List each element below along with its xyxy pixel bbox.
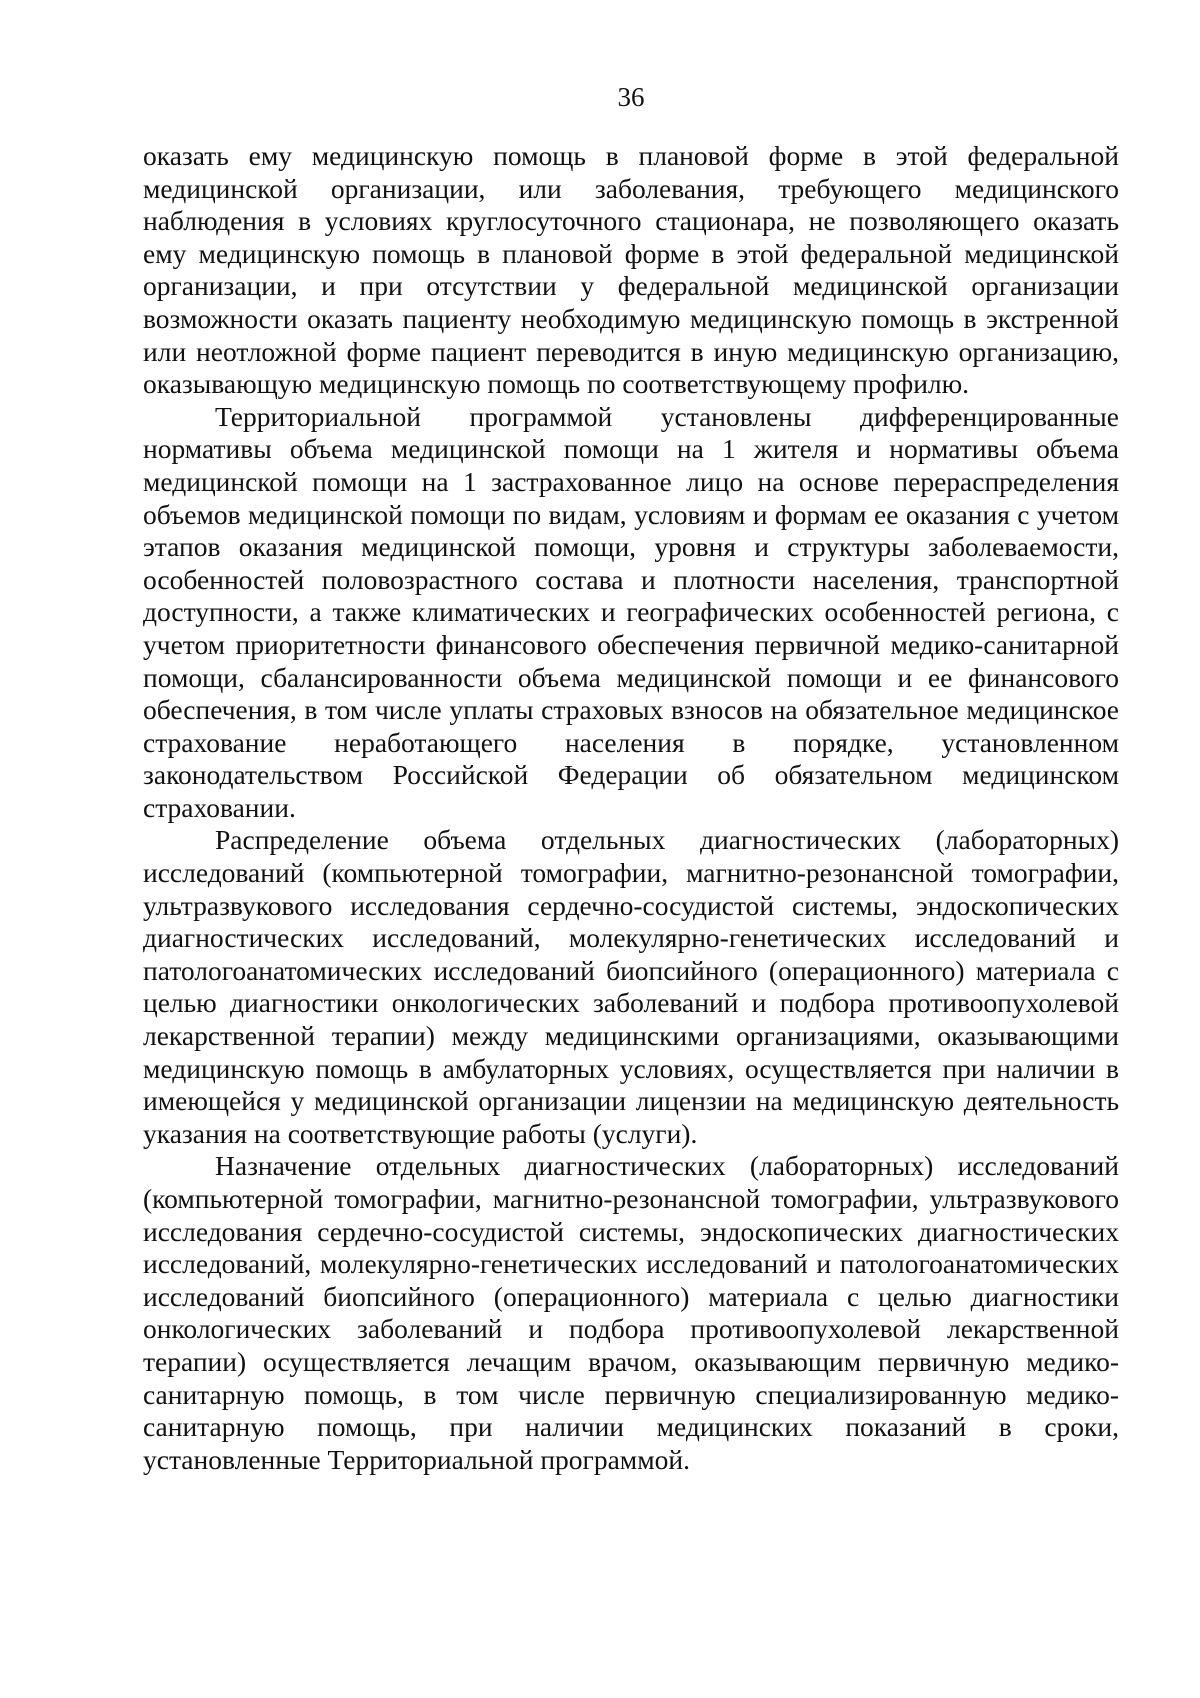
document-body	[143, 140, 1119, 1476]
paragraph-4: Назначение отдельных диагностических (лабораторных) исследований (компьютерной томографии, магнитно-резонансной томографии, ультразвукового исследования сердечно-сосудистой системы, эндоскопических диагностических исследований, молекулярно-генетических исследований и патологоанатомических исследований биопсийного (операционного) материала с целью диагностики онкологических заболеваний и подбора противоопухолевой лекарственной терапии) осуществляется лечащим врачом, оказывающим первичную медико-санитарную помощь, в том числе первичную специализированную медико-санитарную помощь, при наличии медицинских показаний в сроки, установленные Территориальной программой.	[143, 1150, 1119, 1475]
page-number: 36	[617, 82, 645, 112]
paragraph-2: Территориальной программой установлены дифференцированные нормативы объема медицинской помощи на 1 жителя и нормативы объема медицинской помощи на 1 застрахованное лицо на основе перераспределения объемов медицинской помощи по видам, условиям и формам ее оказания с учетом этапов оказания медицинской помощи, уровня и структуры заболеваемости, особенностей половозрастного состава и плотности населения, транспортной доступности, а также климатических и географических особенностей региона, с учетом приоритетности финансового обеспечения первичной медико-санитарной помощи, сбалансированности объема медицинской помощи и ее финансового обеспечения, в том числе уплаты страховых взносов на обязательное медицинское страхование неработающего населения в порядке, установленном законодательством Российской Федерации об обязательном медицинском страховании.	[143, 400, 1119, 823]
paragraph-1: оказать ему медицинскую помощь в плановой форме в этой федеральной медицинской организации, или заболевания, требующего медицинского наблюдения в условиях круглосуточного стационара, не позволяющего оказать ему медицинскую помощь в плановой форме в этой федеральной медицинской организации, и при отсутствии у федеральной медицинской организации возможности оказать пациенту необходимую медицинскую помощь в экстренной или неотложной форме пациент переводится в иную медицинскую организацию, оказывающую медицинскую помощь по соответствующему профилю.	[143, 140, 1119, 400]
paragraph-3: Распределение объема отдельных диагностических (лабораторных) исследований (компьютерной томографии, магнитно-резонансной томографии, ультразвукового исследования сердечно-сосудистой системы, эндоскопических диагностических исследований, молекулярно-генетических исследований и патологоанатомических исследований биопсийного (операционного) материала с целью диагностики онкологических заболеваний и подбора противоопухолевой лекарственной терапии) между медицинскими организациями, оказывающими медицинскую помощь в амбулаторных условиях, осуществляется при наличии в имеющейся у медицинской организации лицензии на медицинскую деятельность указания на соответствующие работы (услуги).	[143, 824, 1119, 1149]
